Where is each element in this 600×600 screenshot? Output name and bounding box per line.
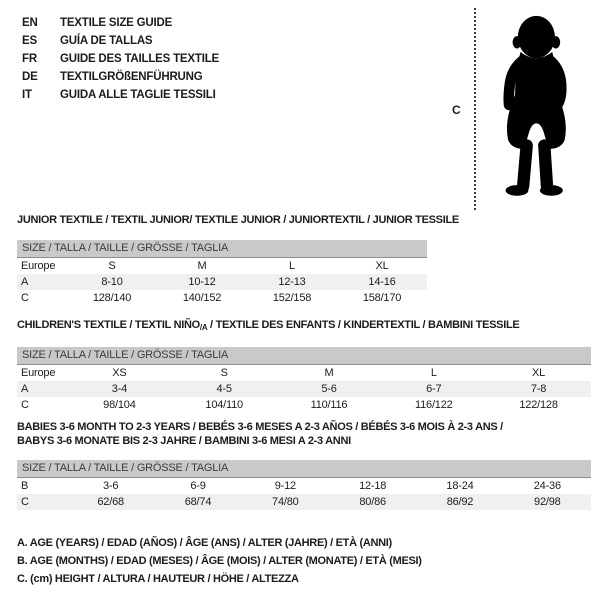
age-value: 9-12 bbox=[274, 480, 296, 492]
region-label: Europe bbox=[21, 259, 56, 272]
height-value: 152/158 bbox=[272, 291, 312, 304]
language-code: FR bbox=[22, 53, 37, 65]
language-row-fr bbox=[22, 50, 219, 68]
measurement-legend bbox=[17, 534, 422, 588]
age-value: 3-6 bbox=[103, 480, 119, 492]
babies-age-row bbox=[17, 478, 591, 494]
height-value: 92/98 bbox=[534, 496, 561, 508]
legend-age-months: B. AGE (MONTHS) / EDAD (MESES) / ÂGE (MOIS) / ALTER (MONATE) / ETÀ (MESI) bbox=[17, 555, 422, 567]
age-value: 6-7 bbox=[426, 382, 442, 395]
language-row-es bbox=[22, 32, 219, 50]
children-title-pre: CHILDREN'S TEXTILE / TEXTIL NIÑO bbox=[17, 319, 200, 331]
babies-title-line2: BABYS 3-6 MONATE BIS 2-3 JAHRE / BAMBINI 3-6 MESI A 2-3 ANNI bbox=[17, 434, 351, 447]
height-value: 116/122 bbox=[415, 398, 453, 411]
children-section-title bbox=[17, 319, 591, 335]
age-value: 18-24 bbox=[446, 480, 474, 492]
row-label: C bbox=[21, 496, 29, 508]
legend-age-years: A. AGE (YEARS) / EDAD (AÑOS) / ÂGE (ANS) / ALTER (JAHRE) / ETÀ (ANNI) bbox=[17, 537, 392, 549]
size-column-header: XL bbox=[532, 366, 546, 379]
babies-title-line1: BABIES 3-6 MONTH TO 2-3 YEARS / BEBÉS 3-6 MESES A 2-3 AÑOS / BÉBÉS 3-6 MOIS À 2-3 ANS / bbox=[17, 421, 503, 433]
age-value: 7-8 bbox=[530, 382, 547, 395]
legend-height-cm: C. (cm) HEIGHT / ALTURA / HAUTEUR / HÖHE / ALTEZZA bbox=[17, 573, 299, 585]
children-column-header-row bbox=[17, 365, 591, 381]
language-row-it bbox=[22, 86, 219, 104]
age-value: 24-36 bbox=[533, 480, 561, 492]
guide-title-es: GUÍA DE TALLAS bbox=[60, 35, 153, 47]
size-column-header: S bbox=[220, 366, 228, 379]
language-row-de bbox=[22, 68, 219, 86]
row-label: C bbox=[21, 398, 29, 411]
size-column-header: XS bbox=[112, 366, 127, 379]
age-value: 8-10 bbox=[101, 275, 123, 288]
language-code: IT bbox=[22, 89, 32, 101]
junior-age-row bbox=[17, 274, 427, 290]
size-column-header: XL bbox=[375, 259, 389, 272]
region-label: Europe bbox=[21, 366, 56, 379]
age-value: 4-5 bbox=[216, 382, 232, 395]
language-row-en bbox=[22, 14, 219, 32]
age-value: 12-18 bbox=[359, 480, 387, 492]
guide-title-en: TEXTILE SIZE GUIDE bbox=[60, 17, 173, 29]
size-column-header: L bbox=[289, 259, 295, 272]
height-measure-dotted-line bbox=[474, 8, 476, 210]
children-height-row bbox=[17, 397, 591, 413]
guide-title-it: GUIDA ALLE TAGLIE TESSILI bbox=[60, 89, 216, 101]
language-code: EN bbox=[22, 17, 38, 29]
children-title-post: / TEXTILE DES ENFANTS / KINDERTEXTIL / BAMBINI TESSILE bbox=[207, 319, 520, 331]
size-column-header: M bbox=[324, 366, 334, 379]
guide-title-de: TEXTILGRÖßENFÜHRUNG bbox=[60, 71, 203, 83]
size-column-header: S bbox=[108, 259, 116, 272]
height-value: 68/74 bbox=[184, 496, 212, 508]
height-value: 98/104 bbox=[103, 398, 136, 411]
height-value: 74/80 bbox=[272, 496, 299, 508]
age-value: 3-4 bbox=[111, 382, 128, 395]
baby-silhouette-icon bbox=[487, 5, 584, 211]
height-value: 140/152 bbox=[182, 291, 222, 304]
row-label: C bbox=[21, 291, 29, 304]
size-column-header: M bbox=[197, 259, 207, 272]
language-code: DE bbox=[22, 71, 38, 83]
age-value: 12-13 bbox=[278, 275, 306, 288]
junior-column-header-row bbox=[17, 258, 427, 274]
babies-size-bar: SIZE / TALLA / TAILLE / GRÖSSE / TAGLIA bbox=[17, 460, 591, 478]
guide-title-fr: GUIDE DES TAILLES TEXTILE bbox=[60, 53, 219, 65]
children-size-bar: SIZE / TALLA / TAILLE / GRÖSSE / TAGLIA bbox=[17, 347, 591, 365]
junior-height-row bbox=[17, 290, 427, 306]
section-children-textile bbox=[17, 319, 591, 413]
height-value: 86/92 bbox=[446, 496, 474, 508]
row-label: B bbox=[21, 480, 29, 492]
row-label: A bbox=[21, 275, 29, 288]
babies-section-title bbox=[17, 421, 591, 448]
junior-section-title: JUNIOR TEXTILE / TEXTIL JUNIOR/ TEXTILE JUNIOR / JUNIORTEXTIL / JUNIOR TESSILE bbox=[17, 214, 459, 226]
height-value: 80/86 bbox=[359, 496, 386, 508]
babies-height-row bbox=[17, 494, 591, 510]
language-title-list bbox=[22, 14, 219, 104]
age-value: 14-16 bbox=[368, 275, 396, 288]
children-age-row bbox=[17, 381, 591, 397]
section-babies-textile bbox=[17, 421, 591, 510]
section-junior-textile bbox=[17, 214, 459, 306]
height-value: 128/140 bbox=[92, 291, 132, 304]
height-value: 158/170 bbox=[362, 291, 402, 304]
age-value: 10-12 bbox=[188, 275, 216, 288]
height-measure-label: C bbox=[452, 103, 461, 117]
size-column-header: L bbox=[430, 366, 437, 379]
age-value: 6-9 bbox=[190, 480, 206, 492]
row-label: A bbox=[21, 382, 29, 395]
language-code: ES bbox=[22, 35, 37, 47]
height-value: 104/110 bbox=[205, 398, 243, 411]
children-title-sub: /A bbox=[199, 323, 208, 332]
height-value: 122/128 bbox=[519, 398, 558, 411]
height-value: 62/68 bbox=[97, 496, 124, 508]
height-value: 110/116 bbox=[310, 398, 348, 411]
age-value: 5-6 bbox=[321, 382, 337, 395]
junior-size-bar: SIZE / TALLA / TAILLE / GRÖSSE / TAGLIA bbox=[17, 240, 427, 258]
